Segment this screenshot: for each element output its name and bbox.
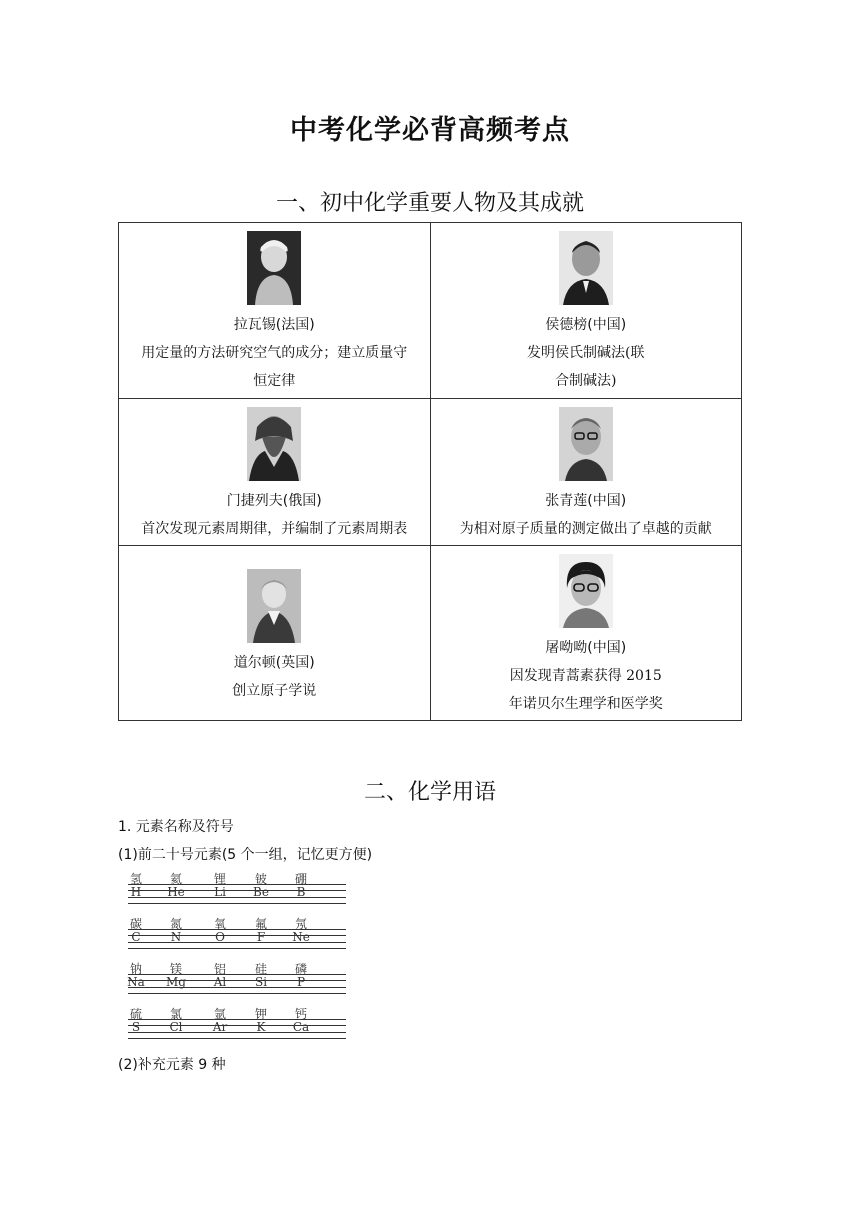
element-name: 氮: [169, 917, 182, 931]
person-cell-zhang-qinglian: [430, 399, 742, 546]
element-name: 磷: [294, 962, 307, 976]
person-achievement: 因发现青蒿素获得 2015: [509, 668, 662, 684]
person-cell-tu-youyou: [430, 546, 742, 721]
staff-line: [128, 1038, 346, 1039]
element-table: [128, 870, 346, 1050]
element-symbol: Ne: [292, 930, 310, 944]
section-heading-terms: 二、化学用语: [363, 780, 496, 805]
staff-line: [128, 942, 346, 943]
element-name: 钾: [254, 1007, 267, 1021]
staff-line: [128, 884, 346, 885]
person-achievement-cont: 年诺贝尔生理学和医学奖: [508, 696, 663, 712]
element-name: 锂: [213, 872, 226, 886]
staff-line: [128, 890, 346, 891]
person-achievement: 用定量的方法研究空气的成分；建立质量守: [141, 345, 408, 361]
element-group: [128, 870, 346, 915]
element-symbol: O: [215, 930, 225, 944]
person-cell-mendeleev: [119, 399, 431, 546]
element-name: 氦: [169, 872, 182, 886]
element-symbol: P: [296, 975, 306, 989]
staff-line: [128, 897, 346, 898]
element-name: 氯: [169, 1007, 182, 1021]
person-achievement: 发明侯氏制碱法(联: [527, 345, 645, 361]
element-name: 钙: [294, 1007, 307, 1021]
element-name: 氧: [213, 917, 226, 931]
element-name: 硅: [254, 962, 267, 976]
staff-line: [128, 1032, 346, 1033]
person-name: 侯德榜(中国): [545, 317, 627, 333]
element-name: 铍: [254, 872, 267, 886]
element-symbol: Cl: [169, 1020, 183, 1034]
person-achievement-cont: 恒定律: [253, 373, 296, 389]
element-group: [128, 960, 346, 1005]
element-group: [128, 915, 346, 960]
element-symbol: Na: [127, 975, 145, 989]
staff-line: [128, 980, 346, 981]
person-cell-hou-debang: [430, 223, 742, 399]
page-title: 中考化学必背高频考点: [290, 115, 570, 146]
element-symbol: C: [131, 930, 141, 944]
element-symbol: He: [167, 885, 185, 899]
element-name: 氩: [213, 1007, 226, 1021]
subheading-element-names: 1. 元素名称及符号: [118, 819, 234, 835]
person-name: 屠呦呦(中国): [545, 640, 627, 656]
element-symbol: Be: [253, 885, 269, 899]
element-name: 铝: [213, 962, 226, 976]
person-name: 张青莲(中国): [545, 493, 627, 509]
element-symbol: Ca: [292, 1020, 310, 1034]
staff-line: [128, 1025, 346, 1026]
portrait-zhang-qinglian: [558, 407, 614, 481]
element-symbol: Si: [254, 975, 268, 989]
element-symbol: S: [131, 1020, 141, 1034]
element-symbol: K: [256, 1020, 266, 1034]
person-achievement-cont: 合制碱法): [555, 373, 617, 389]
person-achievement: 为相对原子质量的测定做出了卓越的贡献: [459, 521, 712, 537]
element-name: 硼: [294, 872, 307, 886]
section-heading-people: 一、初中化学重要人物及其成就: [275, 191, 584, 216]
person-cell-lavoisier: [119, 223, 431, 399]
element-symbol: Li: [214, 885, 226, 899]
element-symbol: Ar: [212, 1020, 228, 1034]
person-name: 拉瓦锡(法国): [233, 317, 315, 333]
element-symbol: F: [256, 930, 266, 944]
element-name: 硫: [129, 1007, 142, 1021]
subheading-supplementary: (2)补充元素 9 种: [118, 1057, 226, 1073]
person-achievement: 首次发现元素周期律，并编制了元素周期表: [141, 521, 408, 537]
element-name: 氟: [254, 917, 267, 931]
staff-line: [128, 935, 346, 936]
staff-line: [128, 948, 346, 949]
portrait-tu-youyou: [550, 554, 622, 628]
person-cell-dalton: [119, 546, 431, 721]
portrait-dalton: [245, 569, 303, 643]
element-name: 钠: [129, 962, 142, 976]
staff-line: [128, 974, 346, 975]
element-group: [128, 1005, 346, 1050]
person-name: 道尔顿(英国): [233, 655, 315, 671]
element-name: 碳: [129, 917, 142, 931]
staff-line: [128, 993, 346, 994]
element-name: 镁: [169, 962, 182, 976]
person-name: 门捷列夫(俄国): [226, 493, 322, 509]
staff-line: [128, 929, 346, 930]
portrait-mendeleev: [247, 407, 301, 481]
portrait-lavoisier: [247, 231, 301, 305]
staff-line: [128, 903, 346, 904]
people-table: [118, 222, 742, 721]
person-achievement: 创立原子学说: [232, 683, 317, 699]
element-symbol: H: [130, 885, 142, 899]
portrait-hou-debang: [557, 231, 615, 305]
element-name: 氢: [129, 872, 142, 886]
element-symbol: Mg: [166, 975, 186, 989]
element-symbol: N: [170, 930, 182, 944]
subheading-first-twenty: (1)前二十号元素(5 个一组，记忆更方便): [118, 847, 373, 863]
element-symbol: Al: [213, 975, 227, 989]
staff-line: [128, 1019, 346, 1020]
staff-line: [128, 987, 346, 988]
element-symbol: B: [296, 885, 306, 899]
element-name: 氖: [294, 917, 307, 931]
